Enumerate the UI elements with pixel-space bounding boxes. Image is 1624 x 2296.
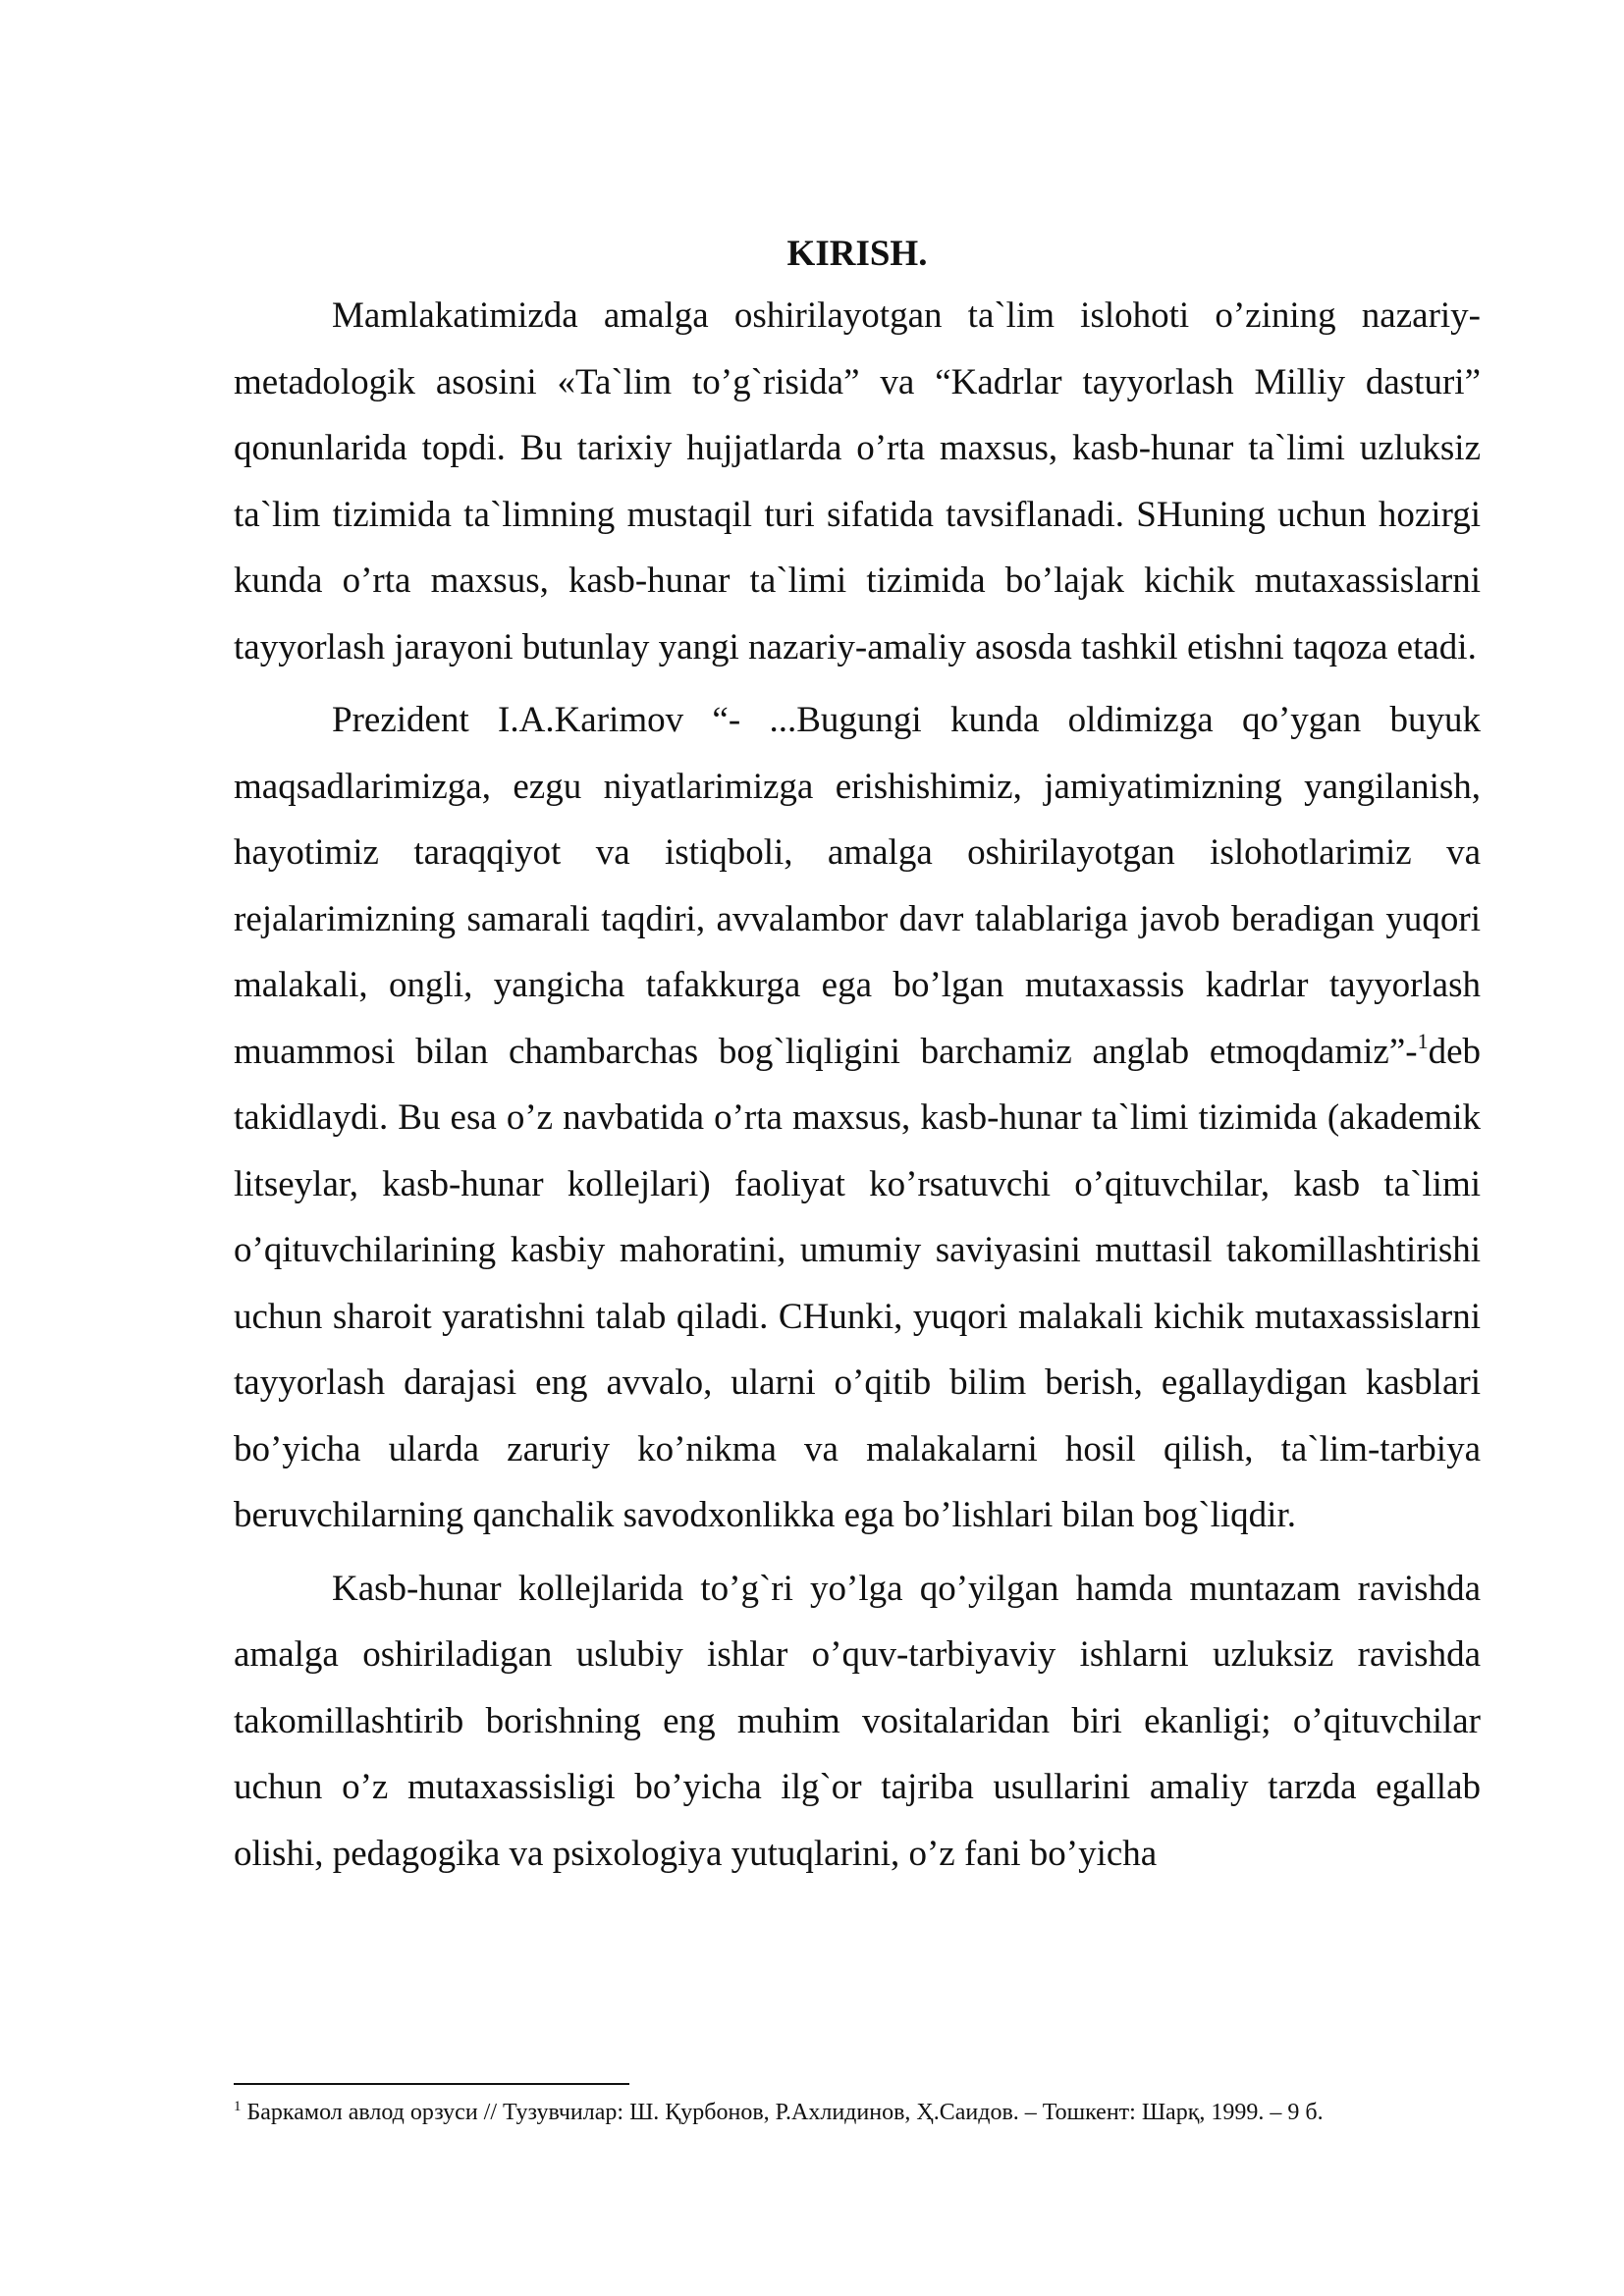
paragraph-1: Mamlakatimizda amalga oshirilayotgan ta`lim islohoti o’zining nazariy-metadologik asosini «Ta`lim to’g`risida” va “Kadrlar tayyorlash Milliy dasturi” qonunlarida topdi. Bu tarixiy hujjatlarda o’rta maxsus, kasb-hunar ta`limi uzluksiz ta`lim tizimida ta`limning mustaqil turi sifatida tavsiflanadi. SHuning uchun hozirgi kunda o’rta maxsus, kasb-hunar ta`limi tizimida bo’lajak kichik mutaxassislarni tayyorlash jarayoni butunlay yangi nazariy-amaliy asosda tashkil etishni taqoza etadi. (234, 295, 1481, 667)
page-title: KIRISH. (786, 234, 928, 274)
paragraph-2-text-before: Prezident I.A.Karimov “- ...Bugungi kunda oldimizga qo’ygan buyuk maqsadlarimizga, ezgu niyatlarimizga erishishimiz, jamiyatimizning yangilanish, hayotimiz taraqqiyot va istiqboli, amalga oshirilayotgan islohotlarimiz va rejalarimizning samarali taqdiri, avvalambor davr talablariga javob beradigan yuqori malakali, ongli, yangicha tafakkurga ega bo’lgan mutaxassis kadrlar tayyorlash muammosi bilan chambarchas bog`liqligini barchamiz anglab etmoqdamiz”- (234, 700, 1481, 1072)
paragraph-2-text-after: deb takidlaydi. Bu esa o’z navbatida o’rta maxsus, kasb-hunar ta`limi tizimida (akademik litseylar, kasb-hunar kollejlari) faoliyat ko’rsatuvchi o’qituvchilar, kasb ta`limi o’qituvchilarining kasbiy mahoratini, umumiy saviyasini muttasil takomillashtirishi uchun sharoit yaratishni talab qiladi. CHunki, yuqori malakali kichik mutaxassislarni tayyorlash darajasi eng avvalo, ularni o’qitib bilim berish, egallaydigan kasblari bo’yicha ularda zaruriy ko’nikma va malakalarni hosil qilish, ta`lim-tarbiya beruvchilarning qanchalik savodxonlikka ega bo’lishlari bilan bog`liqdir. (234, 1031, 1481, 1535)
footnote (234, 2097, 1481, 2128)
footnote-number: 1 (234, 2099, 242, 2114)
footnote-text: Баркамол авлод орзуси // Тузувчилар: Ш. Қурбонов, Р.Ахлидинов, Ҳ.Саидов. – Тошкент: Шарқ, 1999. – 9 б. (246, 2100, 1324, 2125)
page-body (234, 226, 1481, 1894)
paragraph-2 (234, 687, 1481, 1549)
paragraph-3: Kasb-hunar kollejlarida to’g`ri yo’lga qo’yilgan hamda muntazam ravishda amalga oshiriladigan uslubiy ishlar o’quv-tarbiyaviy ishlarni uzluksiz ravishda takomillashtirib borishning eng muhim vositalaridan biri ekanligi; o’qituvchilar uchun o’z mutaxassisligi bo’yicha ilg`or tajriba usullarini amaliy tarzda egallab olishi, pedagogika va psixologiya yutuqlarini, o’z fani bo’yicha (234, 1568, 1481, 1874)
footnote-separator (234, 2083, 629, 2085)
footnote-reference: 1 (1417, 1028, 1429, 1053)
